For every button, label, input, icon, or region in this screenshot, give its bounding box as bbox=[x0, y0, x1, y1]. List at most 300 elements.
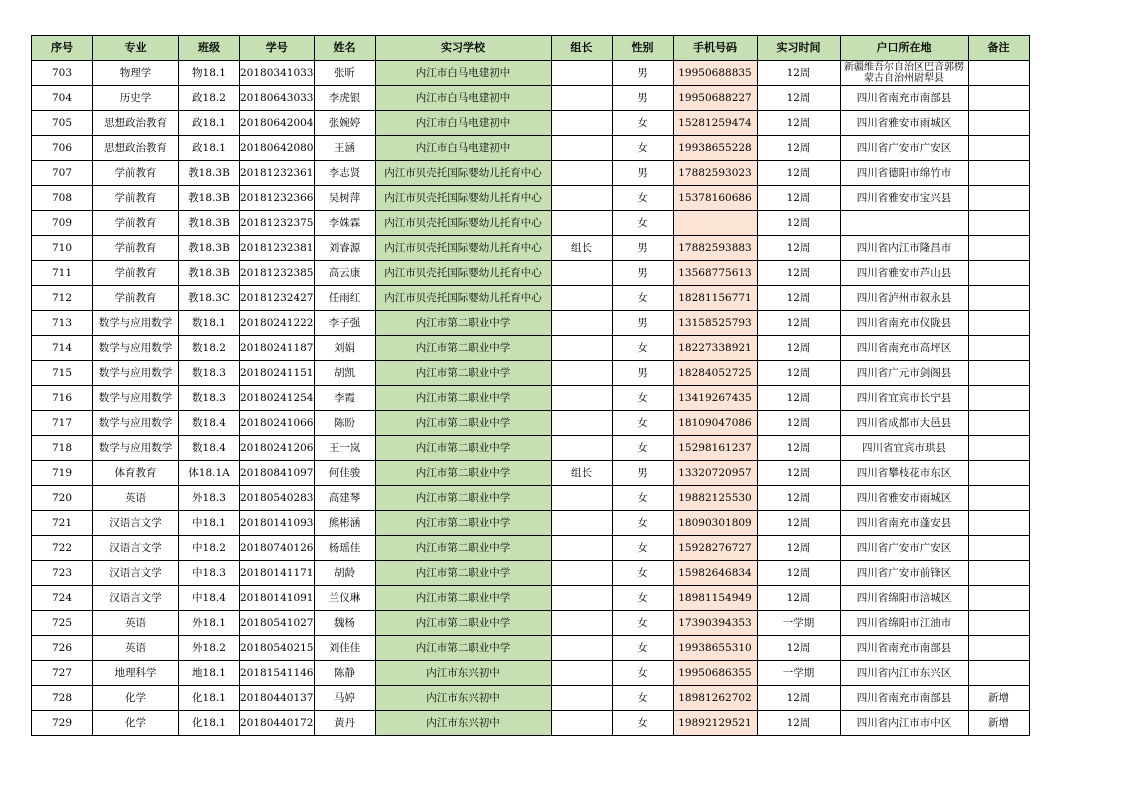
cell-student-id: 20180241187 bbox=[240, 336, 315, 361]
cell-serial-no: 711 bbox=[32, 261, 93, 286]
table-row bbox=[32, 461, 1030, 486]
cell-internship-school: 内江市贝壳托国际婴幼儿托育中心 bbox=[375, 161, 551, 186]
cell-serial-no: 704 bbox=[32, 86, 93, 111]
cell-household-registration: 四川省南充市蓬安县 bbox=[840, 511, 968, 536]
cell-gender: 女 bbox=[612, 411, 673, 436]
cell-gender: 女 bbox=[612, 336, 673, 361]
cell-student-id: 20180241254 bbox=[240, 386, 315, 411]
cell-student-id: 20181232427 bbox=[240, 286, 315, 311]
cell-student-id: 20180540215 bbox=[240, 636, 315, 661]
cell-internship-school: 内江市贝壳托国际婴幼儿托育中心 bbox=[375, 186, 551, 211]
cell-name: 高云康 bbox=[314, 261, 375, 286]
cell-internship-school: 内江市第二职业中学 bbox=[375, 461, 551, 486]
cell-phone-number: 19892129521 bbox=[673, 711, 757, 736]
cell-name: 任雨红 bbox=[314, 286, 375, 311]
cell-household-registration: 四川省南充市南部县 bbox=[840, 686, 968, 711]
cell-household-registration: 四川省内江市隆昌市 bbox=[840, 236, 968, 261]
cell-major: 汉语言文学 bbox=[93, 586, 179, 611]
cell-internship-duration: 12周 bbox=[757, 361, 840, 386]
cell-household-registration: 四川省广安市广安区 bbox=[840, 536, 968, 561]
table-row bbox=[32, 586, 1030, 611]
cell-remarks bbox=[968, 86, 1029, 111]
cell-internship-duration: 12周 bbox=[757, 336, 840, 361]
cell-class: 数18.3 bbox=[179, 361, 240, 386]
cell-internship-duration: 12周 bbox=[757, 286, 840, 311]
cell-group-leader bbox=[551, 336, 612, 361]
cell-major: 汉语言文学 bbox=[93, 511, 179, 536]
cell-class: 教18.3B bbox=[179, 261, 240, 286]
cell-remarks bbox=[968, 236, 1029, 261]
cell-gender: 女 bbox=[612, 611, 673, 636]
cell-household-registration: 四川省广安市广安区 bbox=[840, 136, 968, 161]
cell-phone-number: 19938655310 bbox=[673, 636, 757, 661]
cell-class: 教18.3B bbox=[179, 186, 240, 211]
cell-name: 陈盼 bbox=[314, 411, 375, 436]
cell-remarks bbox=[968, 586, 1029, 611]
cell-major: 汉语言文学 bbox=[93, 561, 179, 586]
cell-class: 数18.1 bbox=[179, 311, 240, 336]
cell-major: 学前教育 bbox=[93, 236, 179, 261]
cell-student-id: 20180643033 bbox=[240, 86, 315, 111]
cell-name: 杨瑶佳 bbox=[314, 536, 375, 561]
cell-phone-number: 15281259474 bbox=[673, 111, 757, 136]
cell-remarks: 新增 bbox=[968, 711, 1029, 736]
cell-household-registration: 四川省绵阳市江油市 bbox=[840, 611, 968, 636]
cell-group-leader bbox=[551, 511, 612, 536]
cell-household-registration: 四川省泸州市叙永县 bbox=[840, 286, 968, 311]
cell-remarks bbox=[968, 561, 1029, 586]
cell-internship-school: 内江市第二职业中学 bbox=[375, 536, 551, 561]
cell-household-registration: 四川省广安市前锋区 bbox=[840, 561, 968, 586]
cell-name: 王一岚 bbox=[314, 436, 375, 461]
cell-phone-number: 15982646834 bbox=[673, 561, 757, 586]
cell-internship-duration: 12周 bbox=[757, 636, 840, 661]
cell-gender: 女 bbox=[612, 486, 673, 511]
cell-serial-no: 714 bbox=[32, 336, 93, 361]
table-row bbox=[32, 361, 1030, 386]
cell-remarks bbox=[968, 311, 1029, 336]
cell-internship-school: 内江市第二职业中学 bbox=[375, 636, 551, 661]
cell-remarks: 新增 bbox=[968, 686, 1029, 711]
cell-household-registration: 新疆维吾尔自治区巴音郭楞蒙古自治州尉犁县 bbox=[840, 61, 968, 86]
cell-class: 中18.2 bbox=[179, 536, 240, 561]
header-student-id: 学号 bbox=[240, 36, 315, 61]
cell-internship-school: 内江市第二职业中学 bbox=[375, 336, 551, 361]
cell-remarks bbox=[968, 61, 1029, 86]
cell-serial-no: 705 bbox=[32, 111, 93, 136]
cell-major: 思想政治教育 bbox=[93, 111, 179, 136]
cell-household-registration: 四川省广元市剑阁县 bbox=[840, 361, 968, 386]
cell-major: 数学与应用数学 bbox=[93, 411, 179, 436]
cell-group-leader bbox=[551, 61, 612, 86]
cell-major: 数学与应用数学 bbox=[93, 436, 179, 461]
cell-group-leader bbox=[551, 661, 612, 686]
cell-student-id: 20181232385 bbox=[240, 261, 315, 286]
cell-major: 英语 bbox=[93, 611, 179, 636]
cell-household-registration: 四川省成都市大邑县 bbox=[840, 411, 968, 436]
cell-group-leader: 组长 bbox=[551, 236, 612, 261]
cell-household-registration bbox=[840, 211, 968, 236]
cell-major: 数学与应用数学 bbox=[93, 386, 179, 411]
cell-remarks bbox=[968, 461, 1029, 486]
table-row bbox=[32, 61, 1030, 86]
cell-remarks bbox=[968, 661, 1029, 686]
cell-class: 外18.2 bbox=[179, 636, 240, 661]
cell-serial-no: 729 bbox=[32, 711, 93, 736]
cell-gender: 女 bbox=[612, 686, 673, 711]
cell-internship-school: 内江市东兴初中 bbox=[375, 661, 551, 686]
cell-group-leader bbox=[551, 486, 612, 511]
cell-gender: 女 bbox=[612, 186, 673, 211]
header-internship-duration: 实习时间 bbox=[757, 36, 840, 61]
cell-serial-no: 713 bbox=[32, 311, 93, 336]
cell-remarks bbox=[968, 336, 1029, 361]
cell-group-leader bbox=[551, 111, 612, 136]
cell-name: 张婉婷 bbox=[314, 111, 375, 136]
cell-internship-school: 内江市第二职业中学 bbox=[375, 586, 551, 611]
cell-phone-number: 15378160686 bbox=[673, 186, 757, 211]
cell-internship-school: 内江市第二职业中学 bbox=[375, 561, 551, 586]
cell-serial-no: 726 bbox=[32, 636, 93, 661]
table-row bbox=[32, 336, 1030, 361]
table-row bbox=[32, 511, 1030, 536]
cell-student-id: 20180740126 bbox=[240, 536, 315, 561]
cell-major: 地理科学 bbox=[93, 661, 179, 686]
cell-class: 政18.2 bbox=[179, 86, 240, 111]
internship-table bbox=[31, 35, 1030, 736]
cell-gender: 女 bbox=[612, 636, 673, 661]
cell-remarks bbox=[968, 286, 1029, 311]
cell-internship-duration: 12周 bbox=[757, 161, 840, 186]
table-row bbox=[32, 311, 1030, 336]
cell-class: 地18.1 bbox=[179, 661, 240, 686]
cell-internship-duration: 12周 bbox=[757, 461, 840, 486]
cell-class: 教18.3B bbox=[179, 161, 240, 186]
cell-remarks bbox=[968, 361, 1029, 386]
cell-serial-no: 725 bbox=[32, 611, 93, 636]
cell-group-leader bbox=[551, 86, 612, 111]
cell-student-id: 20181232366 bbox=[240, 186, 315, 211]
cell-household-registration: 四川省宜宾市珙县 bbox=[840, 436, 968, 461]
cell-class: 中18.4 bbox=[179, 586, 240, 611]
cell-student-id: 20180440172 bbox=[240, 711, 315, 736]
cell-name: 胡龄 bbox=[314, 561, 375, 586]
cell-internship-school: 内江市贝壳托国际婴幼儿托育中心 bbox=[375, 261, 551, 286]
header-class: 班级 bbox=[179, 36, 240, 61]
cell-name: 胡凯 bbox=[314, 361, 375, 386]
header-group-leader: 组长 bbox=[551, 36, 612, 61]
cell-serial-no: 728 bbox=[32, 686, 93, 711]
cell-internship-school: 内江市第二职业中学 bbox=[375, 511, 551, 536]
table-row bbox=[32, 286, 1030, 311]
cell-major: 学前教育 bbox=[93, 261, 179, 286]
cell-group-leader bbox=[551, 561, 612, 586]
cell-internship-school: 内江市白马电建初中 bbox=[375, 86, 551, 111]
cell-remarks bbox=[968, 486, 1029, 511]
cell-phone-number: 19950686355 bbox=[673, 661, 757, 686]
cell-phone-number: 18981154949 bbox=[673, 586, 757, 611]
cell-name: 李虎银 bbox=[314, 86, 375, 111]
cell-class: 数18.4 bbox=[179, 436, 240, 461]
cell-internship-duration: 12周 bbox=[757, 711, 840, 736]
cell-internship-school: 内江市贝壳托国际婴幼儿托育中心 bbox=[375, 236, 551, 261]
cell-internship-duration: 12周 bbox=[757, 186, 840, 211]
cell-household-registration: 四川省绵阳市涪城区 bbox=[840, 586, 968, 611]
cell-class: 数18.3 bbox=[179, 386, 240, 411]
cell-remarks bbox=[968, 161, 1029, 186]
cell-student-id: 20180241222 bbox=[240, 311, 315, 336]
cell-serial-no: 707 bbox=[32, 161, 93, 186]
cell-name: 魏杨 bbox=[314, 611, 375, 636]
cell-name: 刘娟 bbox=[314, 336, 375, 361]
cell-phone-number: 17882593023 bbox=[673, 161, 757, 186]
cell-internship-duration: 12周 bbox=[757, 311, 840, 336]
cell-major: 学前教育 bbox=[93, 211, 179, 236]
cell-name: 吴树萍 bbox=[314, 186, 375, 211]
cell-internship-duration: 12周 bbox=[757, 511, 840, 536]
cell-household-registration: 四川省宜宾市长宁县 bbox=[840, 386, 968, 411]
cell-serial-no: 727 bbox=[32, 661, 93, 686]
cell-student-id: 20180642080 bbox=[240, 136, 315, 161]
cell-internship-duration: 12周 bbox=[757, 236, 840, 261]
cell-internship-duration: 12周 bbox=[757, 686, 840, 711]
cell-internship-school: 内江市第二职业中学 bbox=[375, 611, 551, 636]
cell-internship-duration: 12周 bbox=[757, 561, 840, 586]
cell-student-id: 20181232361 bbox=[240, 161, 315, 186]
cell-phone-number: 19882125530 bbox=[673, 486, 757, 511]
header-row bbox=[32, 36, 1030, 61]
table-row bbox=[32, 636, 1030, 661]
cell-serial-no: 723 bbox=[32, 561, 93, 586]
cell-household-registration: 四川省内江市东兴区 bbox=[840, 661, 968, 686]
cell-name: 马婷 bbox=[314, 686, 375, 711]
table-row bbox=[32, 611, 1030, 636]
cell-phone-number: 15298161237 bbox=[673, 436, 757, 461]
cell-gender: 男 bbox=[612, 361, 673, 386]
cell-gender: 男 bbox=[612, 261, 673, 286]
header-serial-no: 序号 bbox=[32, 36, 93, 61]
cell-phone-number: 18281156771 bbox=[673, 286, 757, 311]
cell-major: 学前教育 bbox=[93, 186, 179, 211]
cell-remarks bbox=[968, 511, 1029, 536]
table-row bbox=[32, 261, 1030, 286]
cell-name: 熊彬涵 bbox=[314, 511, 375, 536]
cell-major: 数学与应用数学 bbox=[93, 311, 179, 336]
cell-group-leader bbox=[551, 261, 612, 286]
cell-serial-no: 709 bbox=[32, 211, 93, 236]
cell-name: 兰仪琳 bbox=[314, 586, 375, 611]
table-row bbox=[32, 386, 1030, 411]
cell-major: 学前教育 bbox=[93, 161, 179, 186]
table-header bbox=[32, 36, 1030, 61]
cell-remarks bbox=[968, 211, 1029, 236]
cell-class: 政18.1 bbox=[179, 111, 240, 136]
table-row bbox=[32, 711, 1030, 736]
table-row bbox=[32, 436, 1030, 461]
cell-student-id: 20181232381 bbox=[240, 236, 315, 261]
table-row bbox=[32, 211, 1030, 236]
cell-phone-number: 13158525793 bbox=[673, 311, 757, 336]
cell-student-id: 20180440137 bbox=[240, 686, 315, 711]
cell-internship-school: 内江市白马电建初中 bbox=[375, 61, 551, 86]
cell-household-registration: 四川省雅安市雨城区 bbox=[840, 111, 968, 136]
cell-name: 王涵 bbox=[314, 136, 375, 161]
cell-gender: 女 bbox=[612, 536, 673, 561]
header-remarks: 备注 bbox=[968, 36, 1029, 61]
cell-name: 李志贤 bbox=[314, 161, 375, 186]
cell-internship-duration: 12周 bbox=[757, 386, 840, 411]
cell-phone-number: 13568775613 bbox=[673, 261, 757, 286]
cell-student-id: 20181232375 bbox=[240, 211, 315, 236]
cell-phone-number: 18981262702 bbox=[673, 686, 757, 711]
cell-phone-number: 18109047086 bbox=[673, 411, 757, 436]
cell-phone-number: 17390394353 bbox=[673, 611, 757, 636]
cell-internship-school: 内江市第二职业中学 bbox=[375, 311, 551, 336]
cell-internship-school: 内江市第二职业中学 bbox=[375, 386, 551, 411]
header-internship-school: 实习学校 bbox=[375, 36, 551, 61]
cell-remarks bbox=[968, 136, 1029, 161]
cell-serial-no: 703 bbox=[32, 61, 93, 86]
cell-serial-no: 706 bbox=[32, 136, 93, 161]
cell-internship-duration: 一学期 bbox=[757, 661, 840, 686]
cell-student-id: 20180541027 bbox=[240, 611, 315, 636]
cell-class: 体18.1A bbox=[179, 461, 240, 486]
cell-remarks bbox=[968, 411, 1029, 436]
cell-phone-number: 19950688227 bbox=[673, 86, 757, 111]
cell-internship-duration: 12周 bbox=[757, 411, 840, 436]
cell-remarks bbox=[968, 386, 1029, 411]
cell-class: 中18.3 bbox=[179, 561, 240, 586]
table-body bbox=[32, 61, 1030, 736]
cell-name: 陈静 bbox=[314, 661, 375, 686]
cell-phone-number: 19950688835 bbox=[673, 61, 757, 86]
cell-remarks bbox=[968, 261, 1029, 286]
cell-student-id: 20180841097 bbox=[240, 461, 315, 486]
cell-internship-duration: 12周 bbox=[757, 61, 840, 86]
cell-group-leader bbox=[551, 361, 612, 386]
cell-gender: 女 bbox=[612, 286, 673, 311]
table-row bbox=[32, 411, 1030, 436]
cell-group-leader bbox=[551, 186, 612, 211]
cell-student-id: 20180540283 bbox=[240, 486, 315, 511]
cell-student-id: 20180241151 bbox=[240, 361, 315, 386]
cell-household-registration: 四川省攀枝花市东区 bbox=[840, 461, 968, 486]
cell-name: 张昕 bbox=[314, 61, 375, 86]
cell-class: 化18.1 bbox=[179, 711, 240, 736]
cell-group-leader bbox=[551, 311, 612, 336]
cell-major: 物理学 bbox=[93, 61, 179, 86]
cell-internship-duration: 12周 bbox=[757, 211, 840, 236]
cell-name: 李霞 bbox=[314, 386, 375, 411]
cell-remarks bbox=[968, 436, 1029, 461]
cell-major: 英语 bbox=[93, 486, 179, 511]
cell-serial-no: 721 bbox=[32, 511, 93, 536]
cell-internship-duration: 12周 bbox=[757, 536, 840, 561]
cell-internship-school: 内江市贝壳托国际婴幼儿托育中心 bbox=[375, 211, 551, 236]
cell-remarks bbox=[968, 611, 1029, 636]
table-row bbox=[32, 561, 1030, 586]
cell-internship-school: 内江市东兴初中 bbox=[375, 711, 551, 736]
cell-phone-number: 18227338921 bbox=[673, 336, 757, 361]
cell-phone-number: 18090301809 bbox=[673, 511, 757, 536]
cell-student-id: 20180141093 bbox=[240, 511, 315, 536]
cell-major: 思想政治教育 bbox=[93, 136, 179, 161]
cell-internship-school: 内江市第二职业中学 bbox=[375, 411, 551, 436]
cell-major: 数学与应用数学 bbox=[93, 361, 179, 386]
cell-major: 化学 bbox=[93, 686, 179, 711]
header-major: 专业 bbox=[93, 36, 179, 61]
table-row bbox=[32, 661, 1030, 686]
cell-group-leader bbox=[551, 586, 612, 611]
table-row bbox=[32, 236, 1030, 261]
cell-serial-no: 720 bbox=[32, 486, 93, 511]
cell-group-leader bbox=[551, 711, 612, 736]
cell-phone-number: 13320720957 bbox=[673, 461, 757, 486]
cell-household-registration: 四川省德阳市绵竹市 bbox=[840, 161, 968, 186]
cell-internship-school: 内江市第二职业中学 bbox=[375, 361, 551, 386]
cell-internship-duration: 一学期 bbox=[757, 611, 840, 636]
cell-class: 中18.1 bbox=[179, 511, 240, 536]
cell-group-leader bbox=[551, 161, 612, 186]
cell-internship-duration: 12周 bbox=[757, 586, 840, 611]
cell-household-registration: 四川省南充市仪陇县 bbox=[840, 311, 968, 336]
cell-gender: 女 bbox=[612, 661, 673, 686]
cell-phone-number: 19938655228 bbox=[673, 136, 757, 161]
cell-class: 教18.3B bbox=[179, 236, 240, 261]
cell-class: 外18.1 bbox=[179, 611, 240, 636]
cell-gender: 女 bbox=[612, 136, 673, 161]
table-row bbox=[32, 111, 1030, 136]
cell-internship-duration: 12周 bbox=[757, 436, 840, 461]
cell-class: 数18.2 bbox=[179, 336, 240, 361]
cell-major: 汉语言文学 bbox=[93, 536, 179, 561]
table-row bbox=[32, 186, 1030, 211]
cell-household-registration: 四川省雅安市宝兴县 bbox=[840, 186, 968, 211]
cell-serial-no: 716 bbox=[32, 386, 93, 411]
cell-internship-duration: 12周 bbox=[757, 86, 840, 111]
cell-internship-school: 内江市白马电建初中 bbox=[375, 136, 551, 161]
cell-serial-no: 722 bbox=[32, 536, 93, 561]
cell-group-leader bbox=[551, 436, 612, 461]
cell-serial-no: 708 bbox=[32, 186, 93, 211]
cell-class: 化18.1 bbox=[179, 686, 240, 711]
cell-serial-no: 710 bbox=[32, 236, 93, 261]
cell-group-leader bbox=[551, 536, 612, 561]
cell-remarks bbox=[968, 186, 1029, 211]
cell-major: 英语 bbox=[93, 636, 179, 661]
cell-student-id: 20181541146 bbox=[240, 661, 315, 686]
table-row bbox=[32, 686, 1030, 711]
cell-name: 李子强 bbox=[314, 311, 375, 336]
cell-phone-number: 18284052725 bbox=[673, 361, 757, 386]
cell-student-id: 20180642004 bbox=[240, 111, 315, 136]
cell-serial-no: 719 bbox=[32, 461, 93, 486]
cell-internship-duration: 12周 bbox=[757, 136, 840, 161]
cell-group-leader: 组长 bbox=[551, 461, 612, 486]
cell-gender: 男 bbox=[612, 61, 673, 86]
cell-gender: 女 bbox=[612, 511, 673, 536]
cell-phone-number: 13419267435 bbox=[673, 386, 757, 411]
cell-class: 政18.1 bbox=[179, 136, 240, 161]
cell-household-registration: 四川省南充市高坪区 bbox=[840, 336, 968, 361]
cell-group-leader bbox=[551, 636, 612, 661]
cell-gender: 女 bbox=[612, 211, 673, 236]
cell-serial-no: 724 bbox=[32, 586, 93, 611]
cell-household-registration: 四川省雅安市芦山县 bbox=[840, 261, 968, 286]
cell-group-leader bbox=[551, 386, 612, 411]
cell-remarks bbox=[968, 536, 1029, 561]
header-phone-number: 手机号码 bbox=[673, 36, 757, 61]
